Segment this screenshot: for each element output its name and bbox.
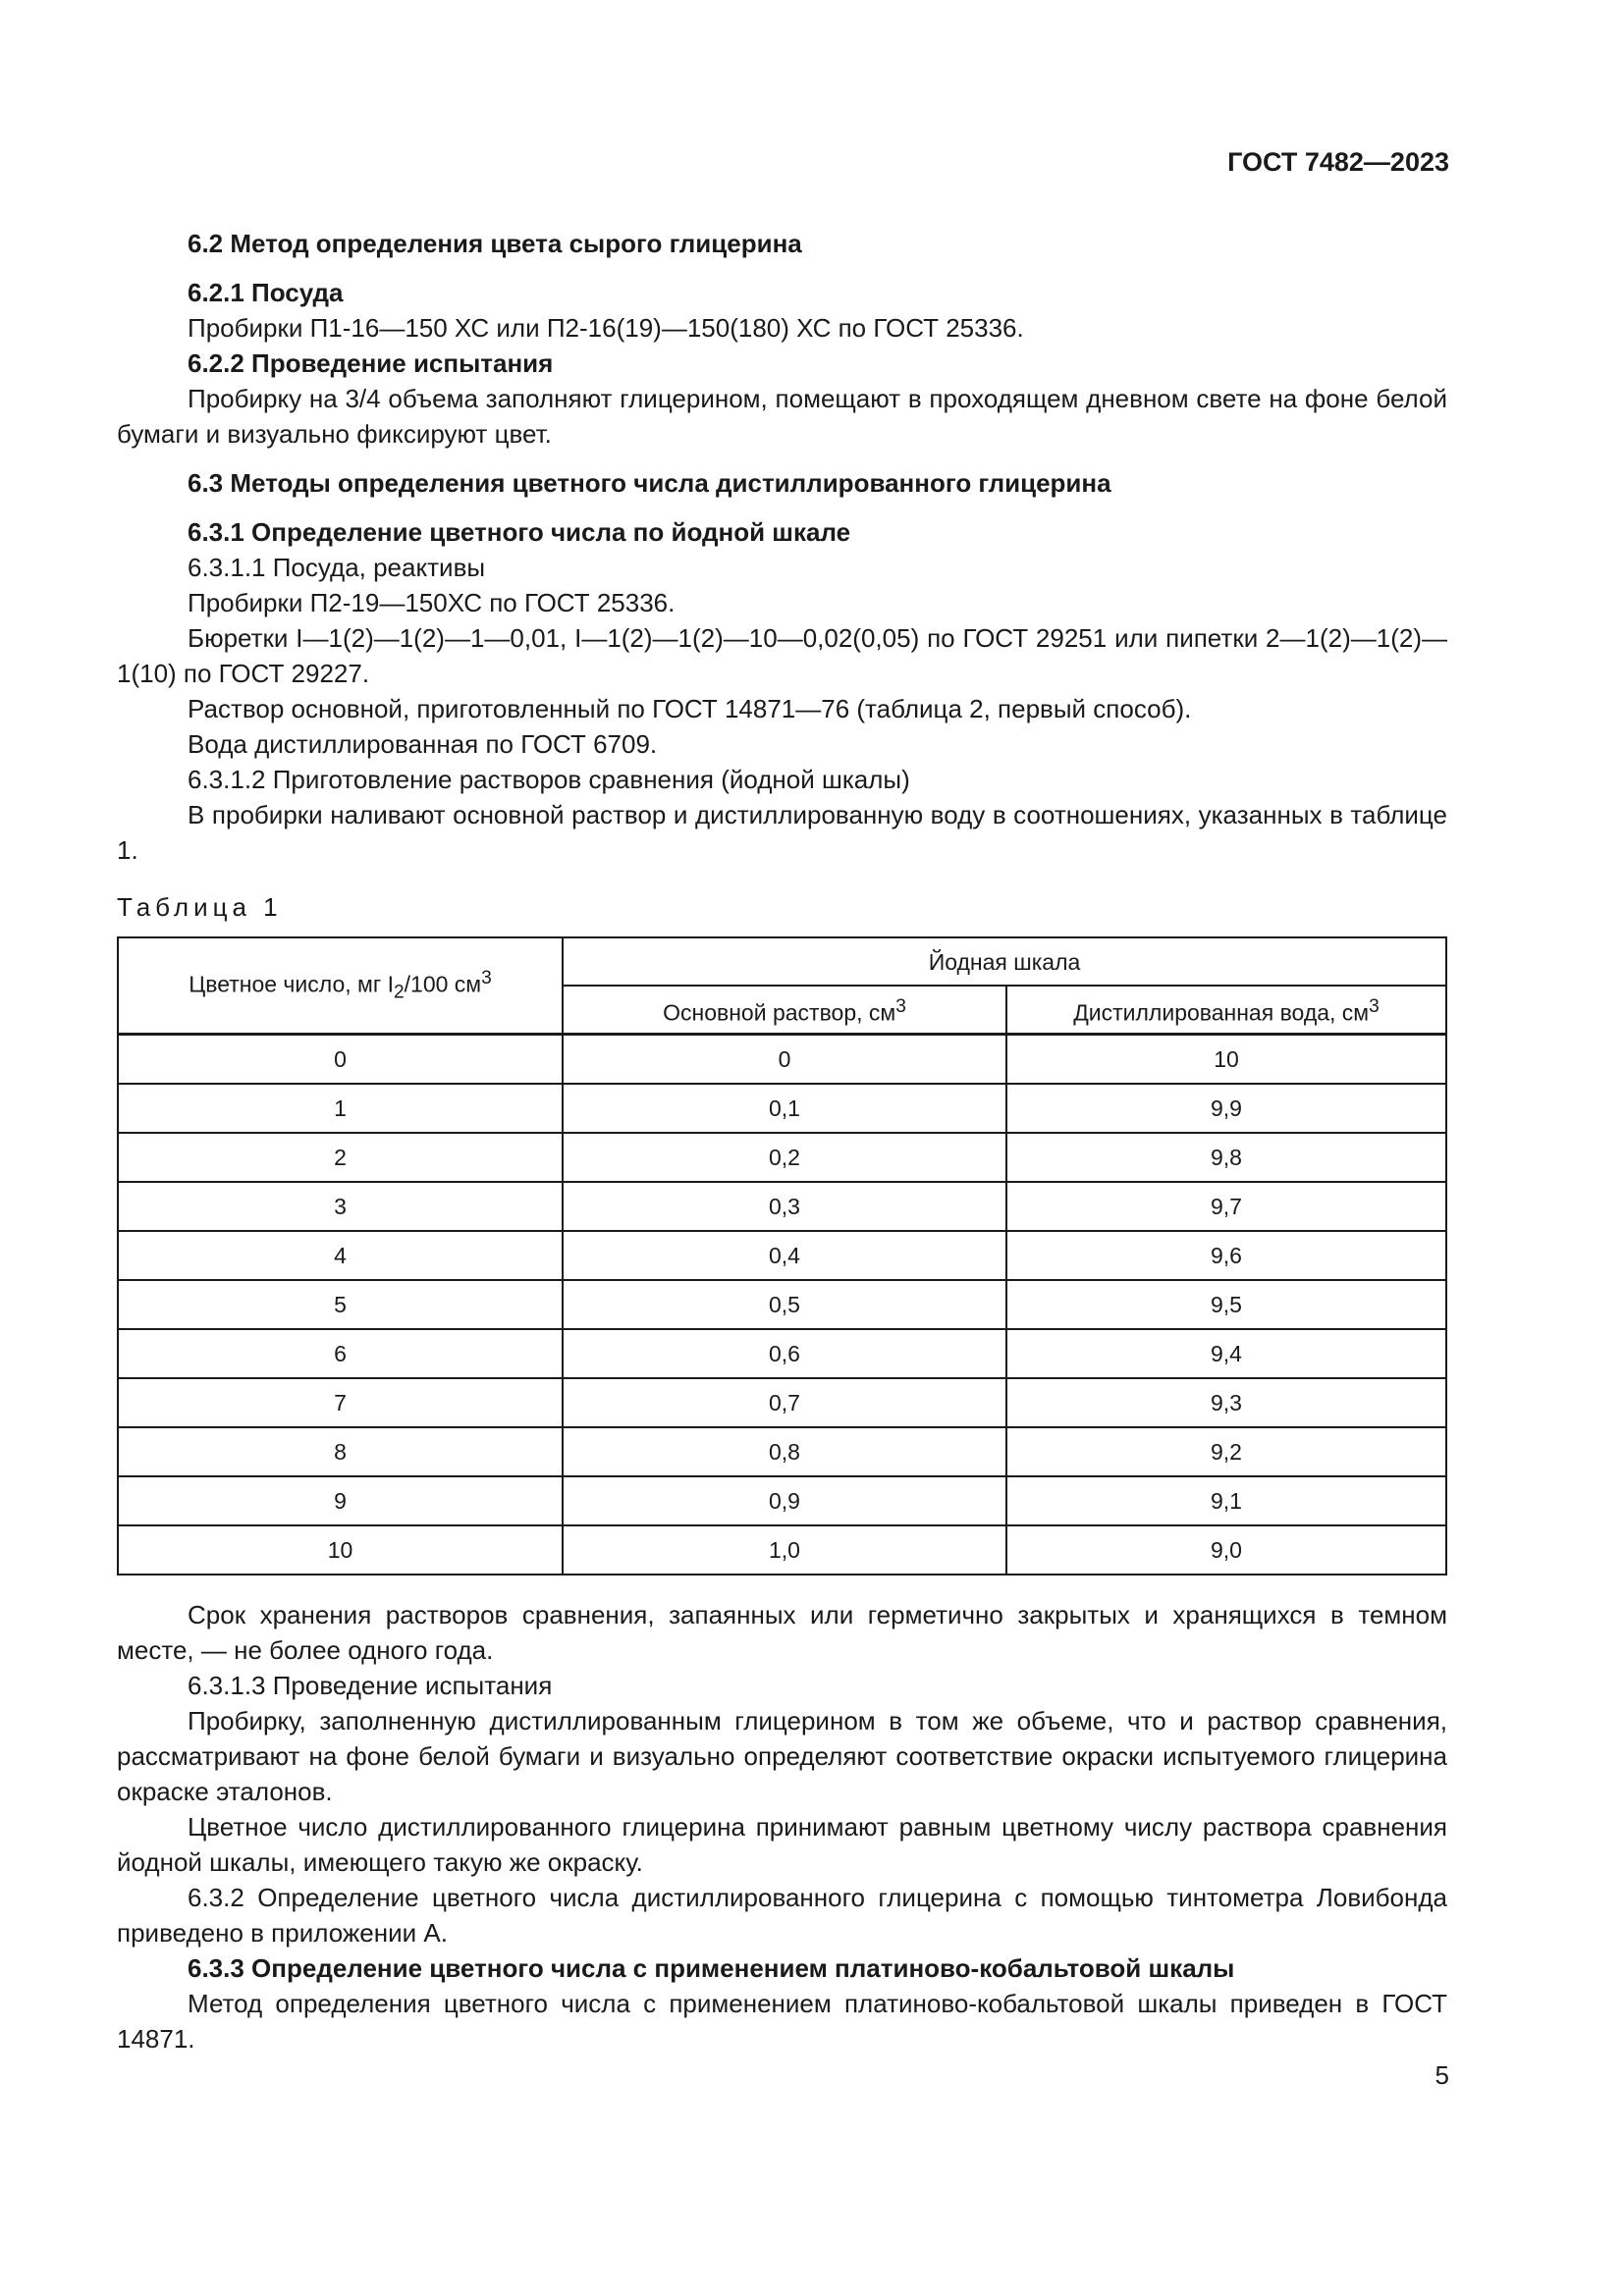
distilled-water-cell: 9,0 — [1006, 1525, 1446, 1575]
color-number-cell: 1 — [118, 1084, 563, 1133]
color-number-cell: 2 — [118, 1133, 563, 1182]
distilled-water-cell: 9,6 — [1006, 1231, 1446, 1280]
distilled-water-cell: 9,4 — [1006, 1329, 1446, 1378]
base-solution-cell: 0,3 — [563, 1182, 1006, 1231]
table-row — [118, 1525, 1446, 1575]
document-body — [117, 226, 1447, 2056]
paragraph: Раствор основной, приготовленный по ГОСТ 14871—76 (таблица 2, первый способ). — [188, 694, 1192, 723]
distilled-water-cell: 9,8 — [1006, 1133, 1446, 1182]
color-number-cell: 6 — [118, 1329, 563, 1378]
color-number-cell: 9 — [118, 1476, 563, 1525]
distilled-water-cell: 9,3 — [1006, 1378, 1446, 1427]
color-number-cell: 10 — [118, 1525, 563, 1575]
section-heading: 6.2 Метод определения цвета сырого глицерина — [188, 229, 802, 258]
color-number-cell: 3 — [118, 1182, 563, 1231]
table-body — [118, 1035, 1446, 1575]
table-row — [118, 1427, 1446, 1476]
distilled-water-cell: 9,5 — [1006, 1280, 1446, 1329]
color-number-cell: 0 — [118, 1035, 563, 1085]
distilled-water-cell: 9,7 — [1006, 1182, 1446, 1231]
distilled-water-cell: 9,2 — [1006, 1427, 1446, 1476]
table-row — [118, 1231, 1446, 1280]
table-row — [118, 1329, 1446, 1378]
paragraph: Бюретки I—1(2)—1(2)—1—0,01, I—1(2)—1(2)—10—0,02(0,05) по ГОСТ 29251 или пипетки 2—1(2)—1(2)—1(10) по ГОСТ 29227. — [117, 623, 1447, 688]
color-number-cell: 5 — [118, 1280, 563, 1329]
top-section — [117, 226, 1447, 868]
paragraph: Пробирку на 3/4 объема заполняют глицерином, помещают в проходящем дневном свете на фоне белой бумаги и визуально фиксируют цвет. — [117, 384, 1447, 449]
paragraph: Срок хранения растворов сравнения, запаянных или герметично закрытых и хранящихся в темном месте, — не более одного года. — [117, 1600, 1447, 1665]
section-heading: 6.2.2 Проведение испытания — [188, 348, 554, 378]
iodine-scale-table — [117, 936, 1447, 1575]
section-heading: 6.3 Методы определения цветного числа дистиллированного глицерина — [188, 468, 1111, 498]
base-solution-cell: 1,0 — [563, 1525, 1006, 1575]
table-row — [118, 1084, 1446, 1133]
page-number: 5 — [1435, 2060, 1449, 2090]
section-heading: 6.3.3 Определение цветного числа с применением платиново-кобальтовой шкалы — [188, 1953, 1235, 1983]
bottom-section — [117, 1597, 1447, 2056]
distilled-water-cell: 9,9 — [1006, 1084, 1446, 1133]
paragraph: 6.3.2 Определение цветного числа дистиллированного глицерина с помощью тинтометра Ловибонда приведено в приложении А. — [117, 1883, 1447, 1948]
table-row — [118, 1035, 1446, 1085]
section-heading: 6.2.1 Посуда — [188, 278, 344, 307]
table-row — [118, 1182, 1446, 1231]
paragraph: Пробирки П2-19—150ХС по ГОСТ 25336. — [188, 588, 676, 617]
base-solution-cell: 0,6 — [563, 1329, 1006, 1378]
base-solution-cell: 0 — [563, 1035, 1006, 1085]
table-row — [118, 1378, 1446, 1427]
table-row — [118, 1280, 1446, 1329]
color-number-cell: 4 — [118, 1231, 563, 1280]
document-code: ГОСТ 7482—2023 — [1227, 147, 1449, 177]
base-solution-cell: 0,4 — [563, 1231, 1006, 1280]
distilled-water-cell: 9,1 — [1006, 1476, 1446, 1525]
base-solution-cell: 0,9 — [563, 1476, 1006, 1525]
table-caption: Таблица 1 — [117, 892, 283, 922]
table-row — [118, 1476, 1446, 1525]
distilled-water-cell: 10 — [1006, 1035, 1446, 1085]
distilled-water-header: Дистиллированная вода, $см^3$ — [1006, 986, 1446, 1035]
section-heading: 6.3.1 Определение цветного числа по йодной шкале — [188, 517, 851, 547]
paragraph: Метод определения цветного числа с применением платиново-кобальтовой шкалы приведен в ГОСТ 14871. — [117, 1989, 1447, 2054]
paragraph: В пробирки наливают основной раствор и дистиллированную воду в соотношениях, указанных в таблице 1. — [117, 800, 1447, 865]
base-solution-cell: 0,1 — [563, 1084, 1006, 1133]
paragraph: 6.3.1.1 Посуда, реактивы — [188, 553, 486, 582]
color-number-cell: 7 — [118, 1378, 563, 1427]
base-solution-cell: 0,2 — [563, 1133, 1006, 1182]
base-solution-header: Основной раствор, $см^3$ — [563, 986, 1006, 1035]
color-number-cell: 8 — [118, 1427, 563, 1476]
paragraph: Пробирки П1-16—150 ХС или П2-16(19)—150(180) ХС по ГОСТ 25336. — [188, 313, 1024, 343]
base-solution-cell: 0,7 — [563, 1378, 1006, 1427]
paragraph: Цветное число дистиллированного глицерина принимают равным цветному числу раствора сравнения йодной шкалы, имеющего такую же окраску. — [117, 1812, 1447, 1877]
base-solution-cell: 0,5 — [563, 1280, 1006, 1329]
table-row — [118, 1133, 1446, 1182]
base-solution-cell: 0,8 — [563, 1427, 1006, 1476]
paragraph: 6.3.1.2 Приготовление растворов сравнения (йодной шкалы) — [188, 765, 910, 794]
iodine-scale-header: Йодная шкала — [563, 937, 1446, 986]
paragraph: 6.3.1.3 Проведение испытания — [188, 1671, 553, 1700]
paragraph: Вода дистиллированная по ГОСТ 6709. — [188, 729, 658, 759]
paragraph: Пробирку, заполненную дистиллированным глицерином в том же объеме, что и раствор сравнения, рассматривают на фоне белой бумаги и визуально определяют соответствие окраски испытуемого глицерина окраске эталонов. — [117, 1706, 1447, 1806]
color-number-header: Цветное число, мг $I_2/100$ $см^3$ — [118, 937, 563, 1035]
